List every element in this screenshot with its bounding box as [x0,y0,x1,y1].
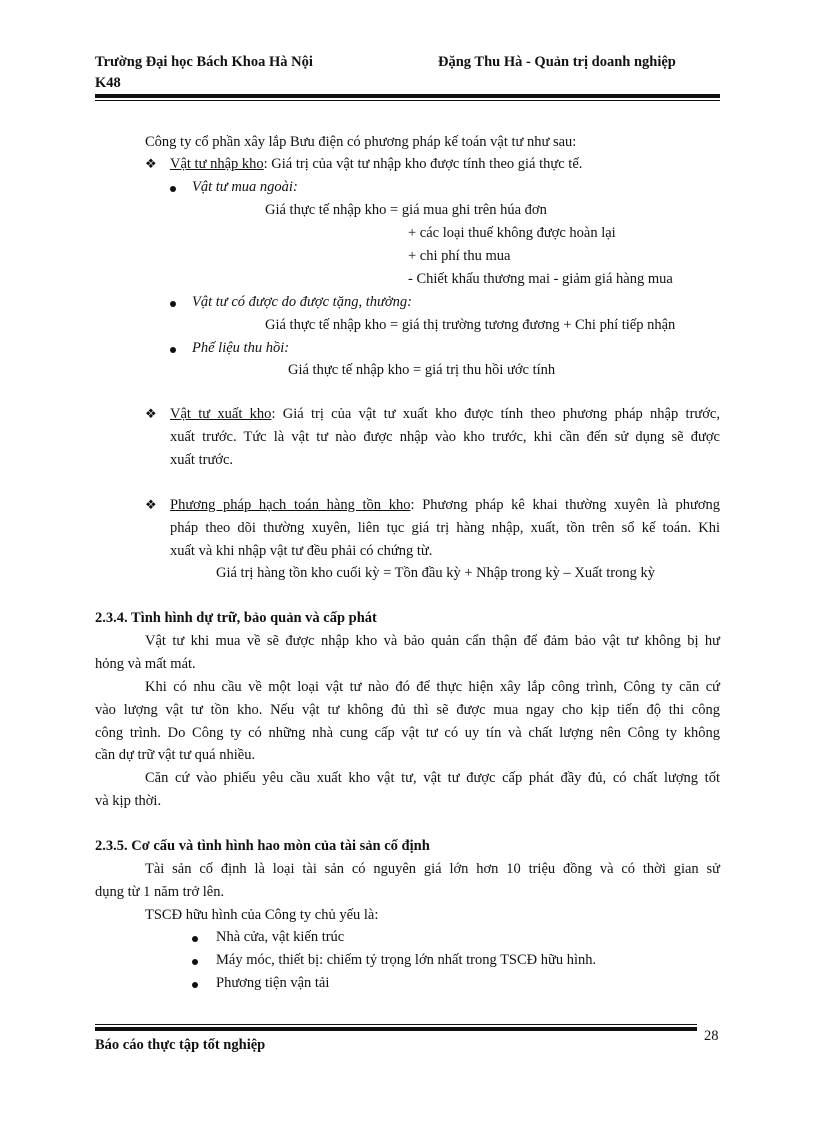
footer-rule-thin [95,1024,697,1025]
formula-line-3: + chi phí thu mua [408,248,511,264]
header-rule-thin [95,100,720,101]
section-heading-2-3-5: 2.3.5. Cơ cấu và tình hình hao mòn của tài sản cố định [95,838,430,854]
footer-title: Báo cáo thực tập tốt nghiệp [95,1037,266,1053]
header-right: Đặng Thu Hà - Quản trị doanh nghiệp [438,54,676,70]
para-3-line1: Căn cứ vào phiếu yêu cầu xuất kho vật tư, vật tư được cấp phát đầy đủ, có chất lượng tốt [145,770,720,786]
formula-line-6: Giá thực tế nhập kho = giá trị thu hồi ước tính [288,362,556,378]
bullet-export-line3: xuất trước. [170,452,234,468]
para-3-line2: và kịp thời. [95,793,162,809]
bullet-import [170,156,582,173]
export-desc: : Giá trị của vật tư xuất kho được tính theo phương pháp nhập trước, [271,406,720,422]
import-desc: : Giá trị của vật tư nhập kho được tính theo giá thực tế. [263,156,583,172]
header-left-line2: K48 [95,75,121,91]
disc-bullet-icon [192,959,198,965]
bullet-export-line1 [170,406,720,423]
disc-bullet-icon [170,301,176,307]
list-item: Phương tiện vận tải [216,975,330,991]
header-rule [95,94,720,98]
formula-line-5: Giá thực tế nhập kho = giá thị trường tương đương + Chi phí tiếp nhận [265,317,676,333]
formula-line-1: Giá thực tế nhập kho = giá mua ghi trên húa đơn [265,202,547,218]
intro-paragraph: Công ty cổ phần xây lắp Bưu điện có phương pháp kế toán vật tư như sau: [145,134,577,150]
term-inventory: Phương pháp hạch toán hàng tồn kho [170,497,411,513]
bullet-inventory-line1 [170,497,720,514]
formula-line-2: + các loại thuế không được hoàn lại [408,225,616,241]
bullet-export-line2: xuất trước. Tức là vật tư nào được nhập vào kho trước, khi cần đến sử dụng sẽ được [170,429,720,445]
para-1-line1: Vật tư khi mua về sẽ được nhập kho và bảo quản cẩn thận để đảm bảo vật tư không bị hư [145,633,720,649]
formula-line-7: Giá trị hàng tồn kho cuối kỳ = Tồn đầu kỳ + Nhập trong kỳ – Xuất trong kỳ [216,565,655,581]
disc-bullet-icon [170,186,176,192]
sub-purchased: Vật tư mua ngoài: [192,179,298,195]
para-2-line4: cần dự trữ vật tư quá nhiều. [95,747,256,763]
page-number: 28 [704,1028,719,1044]
formula-line-4: - Chiết khấu thương mai - giảm giá hàng mua [408,271,673,287]
sub-gifted: Vật tư có được do được tặng, thưởng: [192,294,412,310]
para-2-line1: Khi có nhu cầu về một loại vật tư nào đó để thực hiện xây lắp công trình, Công ty căn cứ [145,679,720,695]
section-heading-2-3-4: 2.3.4. Tình hình dự trữ, bảo quản và cấp phát [95,610,377,626]
sub-scrap: Phế liệu thu hồi: [192,340,290,356]
para-5: TSCĐ hữu hình của Công ty chủ yếu là: [145,907,379,923]
diamond-bullet-icon: ❖ [145,156,157,171]
para-4-line2: dụng từ 1 năm trở lên. [95,884,225,900]
term-export: Vật tư xuất kho [170,406,272,422]
bullet-inventory-line2: pháp theo dõi thường xuyên, liên tục giá trị hàng nhập, xuất, tồn trên sổ kế toán. Khi [170,520,720,536]
list-item: Máy móc, thiết bị: chiếm tỷ trọng lớn nhất trong TSCĐ hữu hình. [216,952,597,968]
disc-bullet-icon [192,982,198,988]
list-item: Nhà cửa, vật kiến trúc [216,929,345,945]
diamond-bullet-icon: ❖ [145,497,157,512]
disc-bullet-icon [192,936,198,942]
term-import: Vật tư nhập kho [170,156,264,172]
bullet-inventory-line3: xuất và khi nhập vật tư đều phải có chứng từ. [170,543,433,559]
disc-bullet-icon [170,347,176,353]
header-left: Trường Đại học Bách Khoa Hà Nội [95,54,313,70]
inventory-desc: : Phương pháp kê khai thường xuyên là phương [410,497,720,513]
para-4-line1: Tài sản cố định là loại tài sản có nguyên giá lớn hơn 10 triệu đồng và có thời gian sử [145,861,720,877]
para-1-line2: hỏng và mất mát. [95,656,196,672]
para-2-line2: vào lượng vật tư tồn kho. Nếu vật tư không đủ thì sẽ được mua ngay cho kịp tiến độ thi công [95,702,720,718]
para-2-line3: công trình. Do Công ty có những nhà cung cấp vật tư có uy tín và chất lượng nên Công ty không [95,725,720,741]
diamond-bullet-icon: ❖ [145,406,157,421]
footer-rule [95,1027,697,1031]
